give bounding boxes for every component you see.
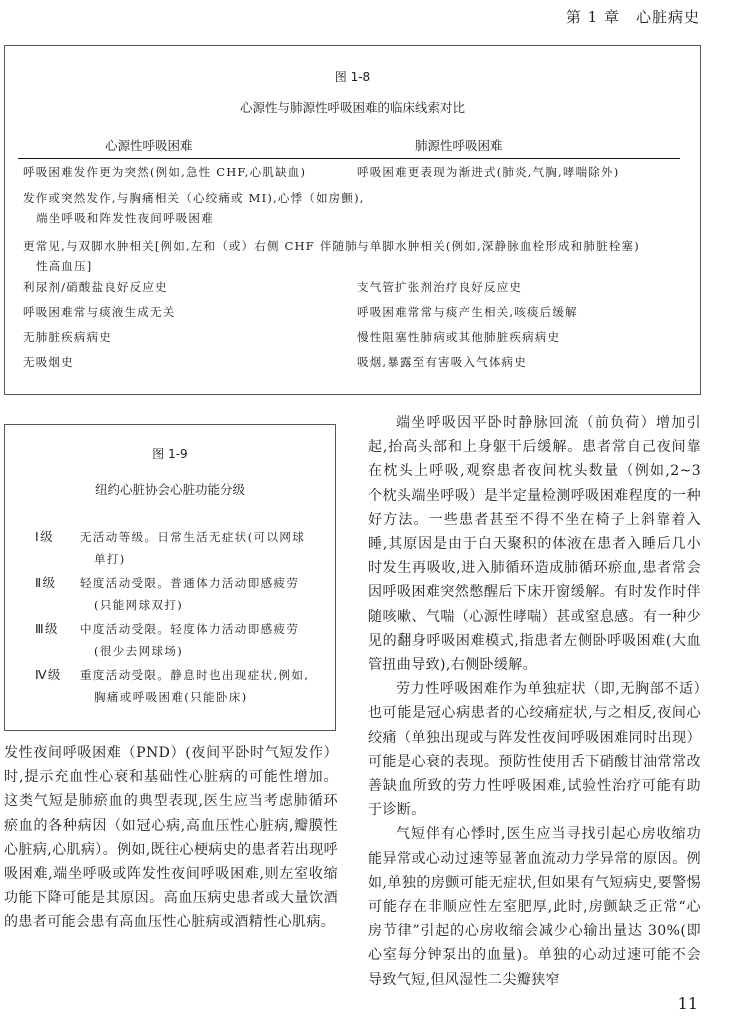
- page-number: 11: [677, 994, 698, 1013]
- cardiac-cell: 发作或突然发作,与胸痛相关（心绞痛或 MI),心悸（如房颤),端坐呼吸和阵发性夜间呼吸困难: [23, 191, 365, 225]
- pulmonary-cell: 支气管扩张剂治疗良好反应史: [357, 280, 523, 294]
- grade-label: Ⅳ级: [35, 667, 62, 682]
- grade-label: Ⅲ级: [35, 621, 59, 636]
- cardiac-cell: 呼吸困难发作更为突然(例如,急性 CHF,心肌缺血): [23, 165, 307, 179]
- cardiac-cell: 无肺脏疾病病史: [23, 330, 112, 344]
- chapter-title: 心脏病史: [635, 8, 700, 26]
- grade-description: 中度活动受限。轻度体力活动即感疲劳(很少去网球场): [80, 622, 300, 658]
- grade-description: 无活动等级。日常生活无症状(可以网球单打): [80, 530, 306, 566]
- running-header: [566, 6, 700, 27]
- grade-description: 轻度活动受限。普通体力活动即感疲劳(只能网球双打): [80, 576, 300, 612]
- grade-description: 重度活动受限。静息时也出现症状,例如,胸痛或呼吸困难(只能卧床): [80, 668, 310, 704]
- right-column-text: [368, 411, 701, 992]
- paragraph: 气短伴有心悸时,医生应当寻找引起心房收缩功能异常或心动过速等显著血流动力学异常的原因。例如,单独的房颤可能无症状,但如果有气短病史,要警惕可能存在非顺应性左室肥厚,此时,房颤缺乏正常“心房节律”引起的心房收缩会减少心输出量达 30%(即心室每分钟泵出的血量)。单独的心动过速可能不会导致气短,但风湿性二尖瓣狭窄: [368, 826, 701, 988]
- figure-title: 心源性与肺源性呼吸困难的临床线索对比: [239, 100, 465, 115]
- paragraph: 端坐呼吸因平卧时静脉回流（前负荷）增加引起,抬高头部和上身躯干后缓解。患者常自己夜间靠在枕头上呼吸,观察患者夜间枕头数量（例如,2~3 个枕头端坐呼吸）是半定量检测呼吸困难程度的一种好方法。一些患者甚至不得不坐在椅子上斜靠着入睡,其原因是由于白天聚积的体液在患者入睡后几小时发生再吸收,进入肺循环造成肺循环瘀血,患者常会因呼吸困难突然憋醒后下床开窗缓解。有时发作时伴随咳嗽、气喘（心源性哮喘）甚或窒息感。有一种少见的翻身呼吸困难模式,指患者左侧卧呼吸困难(大血管扭曲导致),右侧卧缓解。: [368, 415, 701, 674]
- cardiac-cell: 更常见,与双脚水肿相关[例如,左和（或）右侧 CHF 伴随肺性高血压]: [23, 239, 358, 273]
- paragraph: 发性夜间呼吸困难（PND）(夜间平卧时气短发作）时,提示充血性心衰和基础性心脏病的可能性增加。这类气短是肺瘀血的典型表现,医生应当考虑肺循环瘀血的各种病因（如冠心病,高血压性心脏病,瓣膜性心脏病,心肌病）。例如,既往心梗病史的患者若出现呼吸困难,端坐呼吸或阵发性夜间呼吸困难,则左室收缩功能下降可能是其原因。高血压病史患者或大量饮酒的患者可能会患有高血压性心脏病或酒精性心肌病。: [4, 745, 338, 931]
- left-column-text: [4, 741, 338, 935]
- column-header-pulmonary: 肺源性呼吸困难: [415, 138, 503, 153]
- paragraph: 劳力性呼吸困难作为单独症状（即,无胸部不适）也可能是冠心病患者的心绞痛症状,与之相反,夜间心绞痛（单独出现或与阵发性夜间呼吸困难同时出现）可能是心衰的表现。预防性使用舌下硝酸甘油常常改善缺血所致的劳力性呼吸困难,试验性治疗可能有助于诊断。: [368, 681, 701, 819]
- pulmonary-cell: 慢性阻塞性肺病或其他肺脏疾病病史: [357, 330, 561, 344]
- figure-number: 图 1-9: [152, 447, 188, 461]
- figure-number: 图 1-8: [334, 70, 371, 84]
- pulmonary-cell: 呼吸困难更表现为渐进式(肺炎,气胸,哮喘除外): [357, 165, 620, 179]
- chapter-label: 第 1 章: [565, 8, 620, 26]
- figure-title: 纽约心脏协会心脏功能分级: [94, 482, 245, 497]
- pulmonary-cell: 吸烟,暴露至有害吸入气体病史: [357, 355, 527, 369]
- table-header-rule: [18, 158, 680, 159]
- cardiac-cell: 呼吸困难常与痰液生成无关: [23, 305, 176, 319]
- grade-label: Ⅱ级: [35, 575, 57, 590]
- figure-1-9-box: [4, 424, 336, 731]
- cardiac-cell: 无吸烟史: [23, 355, 74, 369]
- pulmonary-cell: 呼吸困难常常与痰产生相关,咳痰后缓解: [357, 305, 578, 319]
- column-header-cardiac: 心源性呼吸困难: [105, 138, 193, 153]
- grade-label: Ⅰ级: [35, 529, 54, 544]
- cardiac-cell: 利尿剂/硝酸盐良好反应史: [23, 280, 168, 294]
- figure-1-8-box: [4, 45, 701, 395]
- pulmonary-cell: 与单脚水肿相关(例如,深静脉血栓形成和肺脏栓塞): [357, 239, 640, 253]
